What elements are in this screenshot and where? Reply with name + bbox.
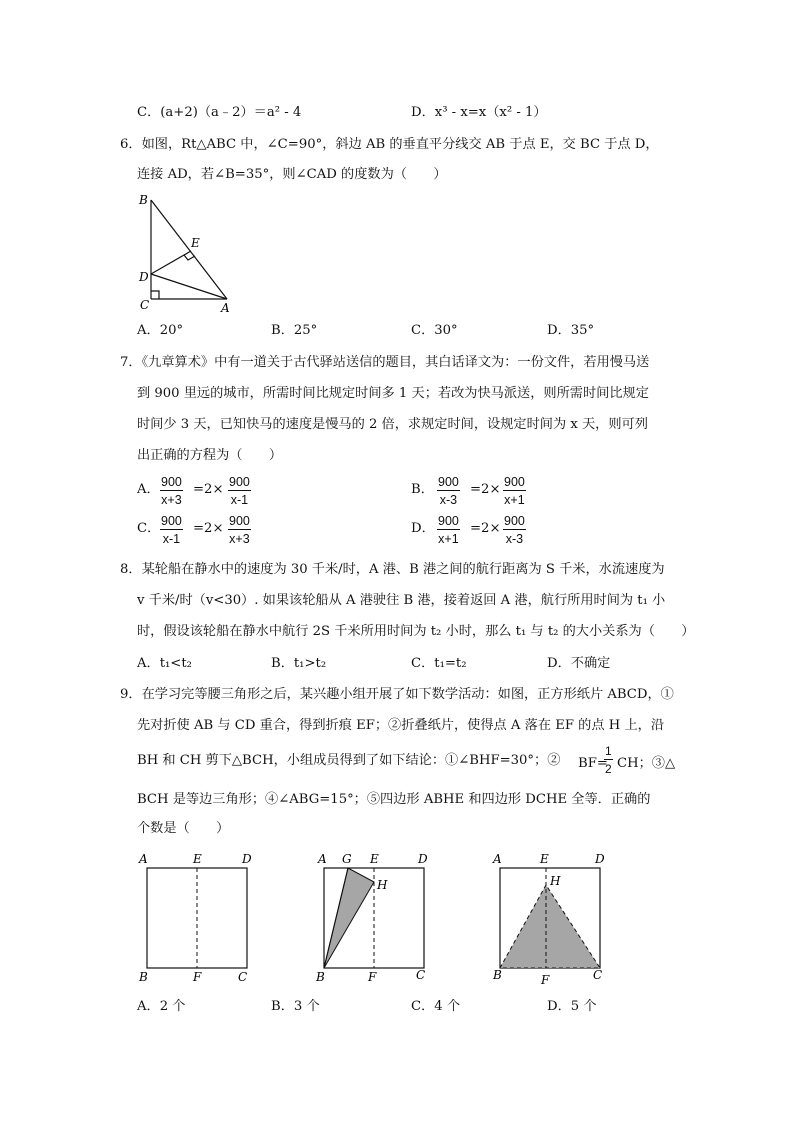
q9-option-d: D．5 个 <box>547 999 597 1014</box>
q9-stem-line4: BCH 是等边三角形；④∠ABG=15°；⑤四边形 ABHE 和四边形 DCHE 全等．正确的 <box>137 792 651 807</box>
q9-half-fraction <box>604 744 613 776</box>
q9-fig2-label-e: E <box>370 852 379 866</box>
q9-fig2-label-g: G <box>342 852 352 866</box>
q8-stem-line1: 8．某轮船在静水中的速度为 30 千米/时，A 港、B 港之间的航行距离为 S 千米，水流速度为 <box>120 562 665 577</box>
q5-option-c: C．(a+2)（a﹣2）＝a² - 4 <box>137 105 302 120</box>
q8-option-a: A．t₁<t₂ <box>137 656 192 671</box>
q7-option-d-frac2 <box>503 514 526 546</box>
q7-option-d-num1: 900 <box>438 514 459 528</box>
q7-option-d-label: D． <box>411 521 435 536</box>
q6-label-a: A <box>221 301 230 315</box>
q7-option-b-num1: 900 <box>438 475 459 489</box>
q9-fig2-folded-triangle <box>324 868 374 968</box>
q7-option-c-num1: 900 <box>161 514 182 528</box>
q9-fig3-triangle-bch <box>500 885 600 968</box>
q6-label-d: D <box>139 270 149 284</box>
q7-option-c-num2: 900 <box>229 514 250 528</box>
q6-figure <box>135 190 245 315</box>
q9-half-den: 2 <box>604 759 613 776</box>
q7-option-d-num2: 900 <box>504 514 525 528</box>
q7-option-a-label: A． <box>137 482 160 497</box>
q7-option-c-den2: x+3 <box>228 529 251 546</box>
q6-label-b: B <box>139 193 148 207</box>
q7-option-b-frac1 <box>437 475 460 507</box>
q7-option-c-frac2 <box>228 514 251 546</box>
q7-option-c-den1: x-1 <box>160 529 183 546</box>
q9-fig2-label-f: F <box>368 970 377 984</box>
q9-option-b: B．3 个 <box>271 999 320 1014</box>
q7-stem-line3: 时间少 3 天，已知快马的速度是慢马的 2 倍，求规定时间，设规定时间为 x 天，则可列 <box>137 417 648 432</box>
q9-fig3-label-c: C <box>593 968 603 982</box>
q9-fig1-label-d: D <box>242 852 252 866</box>
q9-option-c: C．4 个 <box>411 999 461 1014</box>
q6-bisector-de <box>151 251 191 274</box>
q8-option-c: C．t₁=t₂ <box>411 656 467 671</box>
q6-stem-line2: 连接 AD，若∠B=35°，则∠CAD 的度数为（ ） <box>137 167 447 182</box>
q9-stem-line2: 先对折使 AB 与 CD 重合，得到折痕 EF；②折叠纸片，使得点 A 落在 EF 的点 H 上，沿 <box>137 718 665 733</box>
q9-fig3-label-h: H <box>550 874 561 888</box>
q8-stem-line2: v 千米/时（v<30）. 如果该轮船从 A 港驶往 B 港，接着返回 A 港，航行所用时间为 t₁ 小 <box>137 593 666 608</box>
q7-option-c-label: C． <box>137 521 161 536</box>
q8-option-d: D．不确定 <box>547 656 611 671</box>
q7-option-b-frac2 <box>503 475 526 507</box>
q7-option-a-num1: 900 <box>161 475 182 489</box>
q7-option-b-num2: 900 <box>504 475 525 489</box>
q6-label-c: C <box>140 298 150 312</box>
q7-stem-line2: 到 900 里远的城市，所需时间比规定时间多 1 天；若改为快马派送，则所需时间比规定 <box>137 386 649 401</box>
q7-stem-line1: 7．《九章算术》中有一道关于古代驿站送信的题目，其白话译文为：一份文件，若用慢马送 <box>120 355 650 370</box>
q8-option-b: B．t₁>t₂ <box>271 656 327 671</box>
q6-right-angle-c <box>151 291 159 299</box>
q6-hypotenuse-ab <box>151 200 227 299</box>
q6-stem-line1: 6．如图，Rt△ABC 中，∠C=90°，斜边 AB 的垂直平分线交 AB 于点 E，交 BC 于点 D， <box>120 137 659 152</box>
q7-option-a-den1: x+3 <box>160 490 183 507</box>
q7-option-a-den2: x-1 <box>228 490 251 507</box>
q6-option-a: A．20° <box>137 323 184 338</box>
q7-option-a-frac2 <box>228 475 251 507</box>
q7-option-b-den2: x+1 <box>503 490 526 507</box>
q9-half-num: 1 <box>605 744 612 758</box>
q8-stem-line3: 时，假设该轮船在静水中航行 2S 千米所用时间为 t₂ 小时，那么 t₁ 与 t₂ 的大小关系为（ ） <box>137 624 695 639</box>
q9-fig2-label-h: H <box>377 878 388 892</box>
q7-option-c-frac1 <box>160 514 183 546</box>
q7-option-d-frac1 <box>437 514 460 546</box>
q9-stem-line3-lead: BF= <box>578 756 608 771</box>
q9-figure-2 <box>312 848 442 988</box>
q6-option-d: D．35° <box>547 323 595 338</box>
q6-segment-ad <box>151 274 227 299</box>
q9-stem-line1: 9．在学习完等腰三角形之后，某兴趣小组开展了如下数学活动：如图，正方形纸片 ABCD，① <box>120 687 674 702</box>
q9-fig2-label-a: A <box>318 852 327 866</box>
q7-option-d-den2: x-3 <box>503 529 526 546</box>
q9-fig2-label-c: C <box>416 968 426 982</box>
q7-option-a-mid: =2× <box>193 482 224 497</box>
q7-option-d-den1: x+1 <box>437 529 460 546</box>
q7-option-a-num2: 900 <box>229 475 250 489</box>
q9-fig1-label-f: F <box>193 970 202 984</box>
q7-option-b-mid: =2× <box>470 482 501 497</box>
q7-option-c-mid: =2× <box>193 521 224 536</box>
q7-option-b-label: B． <box>411 482 434 497</box>
q9-fig1-label-b: B <box>139 970 148 984</box>
q9-stem-line5: 个数是（ ） <box>137 821 230 836</box>
q6-label-e: E <box>191 236 200 250</box>
q6-option-b: B．25° <box>271 323 318 338</box>
q9-fig3-label-e: E <box>540 852 549 866</box>
q9-stem-line3-tail: CH；③△ <box>617 756 676 771</box>
q7-stem-line4: 出正确的方程为（ ） <box>137 448 283 463</box>
q9-fig2-label-b: B <box>316 970 325 984</box>
q9-fig2-label-d: D <box>418 852 428 866</box>
q6-option-c: C．30° <box>411 323 458 338</box>
q9-figure-1 <box>135 848 265 988</box>
q9-fig3-label-d: D <box>595 852 605 866</box>
q5-option-d: D．x³ - x=x（x² - 1） <box>411 105 547 120</box>
q9-fig1-label-c: C <box>238 970 248 984</box>
q9-fig3-label-f: F <box>541 973 550 987</box>
q9-stem-line3: BH 和 CH 剪下△BCH，小组成员得到了如下结论：①∠BHF=30°；② <box>137 753 561 768</box>
q7-option-d-mid: =2× <box>470 521 501 536</box>
q9-option-a: A．2 个 <box>137 999 186 1014</box>
q9-fig1-label-e: E <box>193 852 202 866</box>
q9-figure-3 <box>488 848 618 988</box>
q7-option-a-frac1 <box>160 475 183 507</box>
q7-option-b-den1: x-3 <box>437 490 460 507</box>
q9-fig3-label-a: A <box>493 852 502 866</box>
q9-fig1-label-a: A <box>139 852 148 866</box>
q9-fig3-label-b: B <box>493 968 502 982</box>
